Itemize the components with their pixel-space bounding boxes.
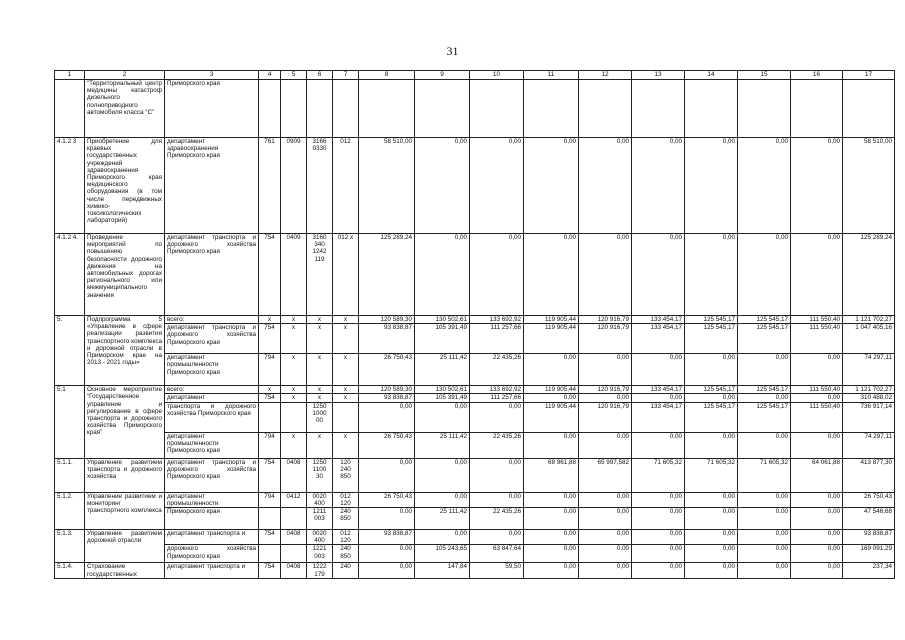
amount-cell: 133 692,92 xyxy=(470,316,524,324)
executor-cell: департамент транспорта и дорожного хозяйства Приморского края xyxy=(165,458,259,492)
code-section-cell: 0909 xyxy=(281,138,307,234)
amount-cell: 120 916,79 xyxy=(579,386,632,394)
executor-cell: Приморского края xyxy=(165,508,259,530)
amount-cell: 119 905,44 xyxy=(524,402,579,432)
code-grbs-cell: 754 xyxy=(259,394,281,402)
executor-cell: департамент транспорта и дорожного хозяйства Приморского края xyxy=(165,324,259,354)
code-grbs-cell: 794 xyxy=(259,432,281,458)
table-row xyxy=(55,138,895,234)
amount-cell: 25 111,42 xyxy=(415,354,470,386)
amount-cell: 0,00 xyxy=(579,530,632,545)
code-type-cell: x xyxy=(333,394,359,402)
amount-cell: 0,00 xyxy=(524,354,579,386)
item-number-cell: 5.1.4. xyxy=(55,563,85,578)
code-grbs-cell: 794 xyxy=(259,492,281,507)
amount-cell: 111 550,40 xyxy=(791,316,843,324)
code-target-cell: 1211 003 xyxy=(307,508,333,530)
amount-cell: 0,00 xyxy=(632,545,685,563)
amount-cell: 0,00 xyxy=(738,432,791,458)
column-number-header: 2 xyxy=(85,71,165,80)
amount-cell: 1 121 702,27 xyxy=(843,316,895,324)
amount-cell: 0,00 xyxy=(524,508,579,530)
table-row xyxy=(55,458,895,492)
amount-cell: 0,00 xyxy=(524,530,579,545)
amount-cell: 0,00 xyxy=(579,563,632,578)
amount-cell: 310 488,02 xyxy=(843,394,895,402)
amount-cell: 0,00 xyxy=(579,432,632,458)
table-body xyxy=(55,71,895,579)
amount-cell: 111 550,40 xyxy=(791,402,843,432)
amount-cell: 0,00 xyxy=(632,508,685,530)
column-number-header: 15 xyxy=(738,71,791,80)
amount-cell: 125 545,17 xyxy=(685,316,738,324)
code-section-cell: 0409 xyxy=(281,234,307,316)
table-row xyxy=(55,394,895,402)
item-number-cell xyxy=(55,80,85,138)
column-number-header: 17 xyxy=(843,71,895,80)
amount-cell: 0,00 xyxy=(791,354,843,386)
amount-cell: 74 297,11 xyxy=(843,432,895,458)
code-type-cell: 120 240 850 xyxy=(333,458,359,492)
amount-cell: 0,00 xyxy=(632,138,685,234)
code-type-cell: x xyxy=(333,432,359,458)
amount-cell: 0,00 xyxy=(632,234,685,316)
code-target-cell: x xyxy=(307,316,333,324)
item-name-cell: Управление развитием транспорта и дорожного хозяйства xyxy=(85,458,165,492)
amount-cell: 93 838,87 xyxy=(359,394,415,402)
amount-cell: 26 750,43 xyxy=(359,492,415,507)
amount-cell: 0,00 xyxy=(359,563,415,578)
amount-cell: 1 121 702,27 xyxy=(843,386,895,394)
amount-cell: 0,00 xyxy=(791,394,843,402)
column-number-header: 5 xyxy=(281,71,307,80)
amount-cell: 0,00 xyxy=(359,458,415,492)
code-section-cell: x xyxy=(281,386,307,394)
amount-cell: 120 916,79 xyxy=(579,402,632,432)
executor-cell: департамент xyxy=(165,394,259,402)
code-section-cell xyxy=(281,545,307,563)
item-number-cell: 5.1.3. xyxy=(55,530,85,563)
amount-cell: 26 750,43 xyxy=(843,492,895,507)
amount-cell xyxy=(415,80,470,138)
amount-cell: 25 111,42 xyxy=(415,508,470,530)
table-row xyxy=(55,316,895,324)
item-name-cell: Проведение мероприятий по повышению безопасности дорожного движения на автомобильных дорогах регионального или межмуниципального значения xyxy=(85,234,165,316)
code-type-cell: 240 850 xyxy=(333,545,359,563)
column-number-header: 12 xyxy=(579,71,632,80)
amount-cell: 413 877,30 xyxy=(843,458,895,492)
item-number-cell: 5.1 xyxy=(55,386,85,458)
amount-cell: 0,00 xyxy=(685,394,738,402)
code-section-cell: x xyxy=(281,432,307,458)
amount-cell: 26 750,43 xyxy=(359,354,415,386)
amount-cell: 0,00 xyxy=(415,138,470,234)
code-type-cell xyxy=(333,80,359,138)
amount-cell: 0,00 xyxy=(415,492,470,507)
amount-cell: 0,00 xyxy=(685,234,738,316)
code-grbs-cell xyxy=(259,545,281,563)
amount-cell: 74 297,11 xyxy=(843,354,895,386)
amount-cell xyxy=(632,80,685,138)
amount-cell: 0,00 xyxy=(791,508,843,530)
code-section-cell xyxy=(281,508,307,530)
amount-cell: 111 257,66 xyxy=(470,394,524,402)
amount-cell: 120 916,79 xyxy=(579,316,632,324)
amount-cell xyxy=(738,80,791,138)
table-row xyxy=(55,492,895,507)
code-section-cell: x xyxy=(281,354,307,386)
amount-cell: 0,00 xyxy=(524,432,579,458)
item-name-cell: “Территориальный центр медицины катастроф дизельного полноприводного автомобиля класса “С” xyxy=(85,80,165,138)
amount-cell: 0,00 xyxy=(632,354,685,386)
table-row xyxy=(55,80,895,138)
item-name-cell: Управление развитием дорожной отрасли xyxy=(85,530,165,563)
code-grbs-cell: 754 xyxy=(259,530,281,545)
amount-cell: 68 961,88 xyxy=(524,458,579,492)
code-target-cell: x xyxy=(307,354,333,386)
amount-cell: 130 502,61 xyxy=(415,386,470,394)
amount-cell: 58 510,00 xyxy=(359,138,415,234)
column-number-header: 7 xyxy=(333,71,359,80)
amount-cell: 133 454,17 xyxy=(632,324,685,354)
item-number-cell: 4.1.2 4. xyxy=(55,234,85,316)
amount-cell: 119 905,44 xyxy=(524,316,579,324)
amount-cell xyxy=(579,80,632,138)
amount-cell: 0,00 xyxy=(791,530,843,545)
amount-cell: 0,00 xyxy=(359,508,415,530)
amount-cell: 71 605,32 xyxy=(685,458,738,492)
table-row xyxy=(55,508,895,530)
executor-cell: всего: xyxy=(165,316,259,324)
code-type-cell: 012 xyxy=(333,138,359,234)
amount-cell: 93 838,87 xyxy=(359,324,415,354)
amount-cell: 0,00 xyxy=(738,234,791,316)
amount-cell: 125 545,17 xyxy=(685,386,738,394)
amount-cell: 0,00 xyxy=(524,563,579,578)
code-type-cell xyxy=(333,402,359,432)
code-type-cell: 012 120 xyxy=(333,492,359,507)
item-name-cell: Приобретение для краевых государственных учреждений здравоохранения Приморского края медицинского оборудования (в том числе передвижных химико-токсикологических лабораторий) xyxy=(85,138,165,234)
code-target-cell: 1222 179 xyxy=(307,563,333,578)
code-grbs-cell xyxy=(259,508,281,530)
amount-cell: 125 289,24 xyxy=(843,234,895,316)
amount-cell: 120 589,30 xyxy=(359,316,415,324)
amount-cell: 130 502,61 xyxy=(415,316,470,324)
code-grbs-cell: 754 xyxy=(259,324,281,354)
code-type-cell: x xyxy=(333,386,359,394)
amount-cell: 65 997,582 xyxy=(579,458,632,492)
amount-cell: 0,00 xyxy=(738,545,791,563)
amount-cell: 237,34 xyxy=(843,563,895,578)
amount-cell: 26 750,43 xyxy=(359,432,415,458)
amount-cell: 0,00 xyxy=(738,138,791,234)
amount-cell: 0,00 xyxy=(632,530,685,545)
executor-cell: дорожного хозяйства Приморского края xyxy=(165,545,259,563)
amount-cell: 0,00 xyxy=(524,394,579,402)
item-name-cell: Управление развитием и мониторинг транспортного комплекса xyxy=(85,492,165,529)
code-grbs-cell: x xyxy=(259,386,281,394)
table-row xyxy=(55,432,895,458)
amount-cell: 0,00 xyxy=(632,563,685,578)
amount-cell: 0,00 xyxy=(791,138,843,234)
code-grbs-cell: 794 xyxy=(259,354,281,386)
amount-cell: 64 061,88 xyxy=(791,458,843,492)
executor-cell: Приморского края xyxy=(165,80,259,138)
code-grbs-cell: 754 xyxy=(259,563,281,578)
amount-cell xyxy=(359,80,415,138)
amount-cell: 0,00 xyxy=(524,138,579,234)
budget-table xyxy=(54,70,895,579)
column-number-header: 10 xyxy=(470,71,524,80)
amount-cell: 0,00 xyxy=(685,492,738,507)
amount-cell: 22 435,26 xyxy=(470,432,524,458)
amount-cell: 71 605,32 xyxy=(632,458,685,492)
code-target-cell: x xyxy=(307,432,333,458)
header-row xyxy=(55,71,895,80)
amount-cell: 59,50 xyxy=(470,563,524,578)
table-row xyxy=(55,354,895,386)
amount-cell: 0,00 xyxy=(579,138,632,234)
amount-cell: 0,00 xyxy=(791,432,843,458)
executor-cell: департамент здравоохранения Приморского края xyxy=(165,138,259,234)
code-target-cell: 0020 400 xyxy=(307,492,333,507)
code-section-cell: 0408 xyxy=(281,458,307,492)
column-number-header: 11 xyxy=(524,71,579,80)
amount-cell: 0,00 xyxy=(470,234,524,316)
code-target-cell: 3166 0330 xyxy=(307,138,333,234)
code-target-cell: 1250 1100 30 xyxy=(307,458,333,492)
table-row xyxy=(55,234,895,316)
executor-cell: департамент транспорта и xyxy=(165,563,259,578)
amount-cell: 0,00 xyxy=(415,458,470,492)
amount-cell: 0,00 xyxy=(470,458,524,492)
amount-cell xyxy=(791,80,843,138)
amount-cell: 111 257,66 xyxy=(470,324,524,354)
amount-cell: 1 047 405,16 xyxy=(843,324,895,354)
amount-cell: 120 916,79 xyxy=(579,324,632,354)
amount-cell: 0,00 xyxy=(685,138,738,234)
amount-cell: 0,00 xyxy=(791,234,843,316)
amount-cell: 22 435,26 xyxy=(470,354,524,386)
amount-cell: 120 589,30 xyxy=(359,386,415,394)
amount-cell: 0,00 xyxy=(738,563,791,578)
amount-cell: 0,00 xyxy=(685,563,738,578)
amount-cell: 93 838,87 xyxy=(359,530,415,545)
code-type-cell: 012 120 xyxy=(333,530,359,545)
executor-cell: департамент промышленности Приморского края xyxy=(165,432,259,458)
amount-cell: 0,00 xyxy=(579,354,632,386)
item-name-cell: Страхование государственных xyxy=(85,563,165,578)
code-section-cell: x xyxy=(281,324,307,354)
column-number-header: 4 xyxy=(259,71,281,80)
amount-cell: 119 905,44 xyxy=(524,386,579,394)
table-row xyxy=(55,563,895,578)
amount-cell: 133 454,17 xyxy=(632,386,685,394)
code-section-cell xyxy=(281,402,307,432)
item-number-cell: 5.1.2. xyxy=(55,492,85,529)
amount-cell: 0,00 xyxy=(359,402,415,432)
code-grbs-cell xyxy=(259,80,281,138)
code-type-cell: 240 850 xyxy=(333,508,359,530)
amount-cell xyxy=(843,80,895,138)
code-target-cell: x xyxy=(307,386,333,394)
code-type-cell: x xyxy=(333,354,359,386)
amount-cell: 0,00 xyxy=(685,432,738,458)
amount-cell: 0,00 xyxy=(791,545,843,563)
amount-cell: 0,00 xyxy=(470,492,524,507)
column-number-header: 13 xyxy=(632,71,685,80)
column-number-header: 16 xyxy=(791,71,843,80)
executor-cell: департамент промышленности Приморского края xyxy=(165,354,259,386)
amount-cell: 0,00 xyxy=(524,234,579,316)
amount-cell: 25 111,42 xyxy=(415,432,470,458)
code-section-cell: x xyxy=(281,394,307,402)
amount-cell: 125 545,17 xyxy=(738,386,791,394)
column-number-header: 6 xyxy=(307,71,333,80)
code-type-cell: 240 xyxy=(333,563,359,578)
amount-cell: 111 550,40 xyxy=(791,386,843,394)
amount-cell: 133 454,17 xyxy=(632,402,685,432)
amount-cell: 0,00 xyxy=(579,508,632,530)
item-name-cell: Подпрограмма 5 «Управление в сфере реализации развития транспортного комплекса и дорожной отрасли в Приморском крае на 2013 - 2021 годы» xyxy=(85,316,165,386)
amount-cell: 63 847,64 xyxy=(470,545,524,563)
amount-cell: 0,00 xyxy=(738,492,791,507)
amount-cell: 0,00 xyxy=(470,138,524,234)
amount-cell: 0,00 xyxy=(791,563,843,578)
amount-cell xyxy=(685,80,738,138)
column-number-header: 1 xyxy=(55,71,85,80)
code-target-cell: x xyxy=(307,394,333,402)
amount-cell: 58 510,00 xyxy=(843,138,895,234)
amount-cell: 0,00 xyxy=(632,394,685,402)
item-number-cell: 4.1.2 3 xyxy=(55,138,85,234)
amount-cell: 0,00 xyxy=(685,354,738,386)
amount-cell: 0,00 xyxy=(579,545,632,563)
amount-cell: 125 289,24 xyxy=(359,234,415,316)
code-type-cell: x xyxy=(333,324,359,354)
amount-cell: 0,00 xyxy=(632,432,685,458)
code-section-cell: 0408 xyxy=(281,530,307,545)
amount-cell: 0,00 xyxy=(632,492,685,507)
code-type-cell: x xyxy=(333,316,359,324)
code-target-cell: 0020 400 xyxy=(307,530,333,545)
amount-cell: 93 838,87 xyxy=(843,530,895,545)
amount-cell: 0,00 xyxy=(685,530,738,545)
amount-cell xyxy=(470,80,524,138)
column-number-header: 14 xyxy=(685,71,738,80)
page-number: 31 xyxy=(446,44,459,58)
item-number-cell: 5.1.1. xyxy=(55,458,85,492)
amount-cell: 71 605,32 xyxy=(738,458,791,492)
item-number-cell: 5. xyxy=(55,316,85,386)
amount-cell: 0,00 xyxy=(579,234,632,316)
amount-cell: 0,00 xyxy=(738,354,791,386)
column-number-header: 3 xyxy=(165,71,259,80)
amount-cell: 0,00 xyxy=(685,545,738,563)
amount-cell: 105 243,65 xyxy=(415,545,470,563)
amount-cell: 22 435,26 xyxy=(470,508,524,530)
code-section-cell: 0412 xyxy=(281,492,307,507)
amount-cell: 0,00 xyxy=(470,530,524,545)
code-grbs-cell: 754 xyxy=(259,234,281,316)
code-target-cell: 3160 340 1242 119 xyxy=(307,234,333,316)
code-type-cell: 012 x xyxy=(333,234,359,316)
amount-cell: 0,00 xyxy=(738,508,791,530)
code-section-cell: x xyxy=(281,316,307,324)
amount-cell: 0,00 xyxy=(579,492,632,507)
amount-cell: 111 550,40 xyxy=(791,324,843,354)
amount-cell: 125 545,17 xyxy=(738,316,791,324)
amount-cell: 0,00 xyxy=(415,530,470,545)
amount-cell: 125 545,17 xyxy=(685,324,738,354)
amount-cell: 133 454,17 xyxy=(632,316,685,324)
table-row xyxy=(55,545,895,563)
amount-cell: 105 391,49 xyxy=(415,394,470,402)
amount-cell: 0,00 xyxy=(685,508,738,530)
code-section-cell: 0408 xyxy=(281,563,307,578)
executor-cell: департамент транспорта и дорожного хозяйства Приморского края xyxy=(165,234,259,316)
executor-cell: департамент транспорта и xyxy=(165,530,259,545)
amount-cell: 125 545,17 xyxy=(738,324,791,354)
amount-cell: 0,00 xyxy=(415,402,470,432)
amount-cell: 0,00 xyxy=(415,234,470,316)
amount-cell: 736 917,14 xyxy=(843,402,895,432)
amount-cell: 0,00 xyxy=(738,530,791,545)
amount-cell xyxy=(524,80,579,138)
amount-cell: 125 545,17 xyxy=(685,402,738,432)
amount-cell: 133 692,92 xyxy=(470,386,524,394)
table-row xyxy=(55,324,895,354)
amount-cell: 0,00 xyxy=(359,545,415,563)
amount-cell: 0,00 xyxy=(524,545,579,563)
item-name-cell: Основное мероприятие “Государственное управление и регулирование в сфере транспорта и дорожного хозяйства Приморского края” xyxy=(85,386,165,458)
code-grbs-cell: x xyxy=(259,316,281,324)
table-row xyxy=(55,530,895,545)
amount-cell: 0,00 xyxy=(579,394,632,402)
amount-cell: 169 091,29 xyxy=(843,545,895,563)
amount-cell: 0,00 xyxy=(524,492,579,507)
amount-cell: 105 391,49 xyxy=(415,324,470,354)
code-grbs-cell xyxy=(259,402,281,432)
table-row xyxy=(55,402,895,432)
amount-cell: 147,84 xyxy=(415,563,470,578)
executor-cell: транспорта и дорожного хозяйства Приморского края xyxy=(165,402,259,432)
amount-cell: 0,00 xyxy=(470,402,524,432)
column-number-header: 8 xyxy=(359,71,415,80)
amount-cell: 0,00 xyxy=(791,492,843,507)
amount-cell: 0,00 xyxy=(738,394,791,402)
code-target-cell: x xyxy=(307,324,333,354)
code-grbs-cell: 754 xyxy=(259,458,281,492)
executor-cell: департамент промышленности xyxy=(165,492,259,507)
executor-cell: всего: xyxy=(165,386,259,394)
code-section-cell xyxy=(281,80,307,138)
code-target-cell: 1221 003 xyxy=(307,545,333,563)
amount-cell: 119 905,44 xyxy=(524,324,579,354)
code-grbs-cell: 761 xyxy=(259,138,281,234)
amount-cell: 47 546,68 xyxy=(843,508,895,530)
code-target-cell xyxy=(307,80,333,138)
table-row xyxy=(55,386,895,394)
column-number-header: 9 xyxy=(415,71,470,80)
amount-cell: 125 545,17 xyxy=(738,402,791,432)
code-target-cell: 1250 1000 00 xyxy=(307,402,333,432)
